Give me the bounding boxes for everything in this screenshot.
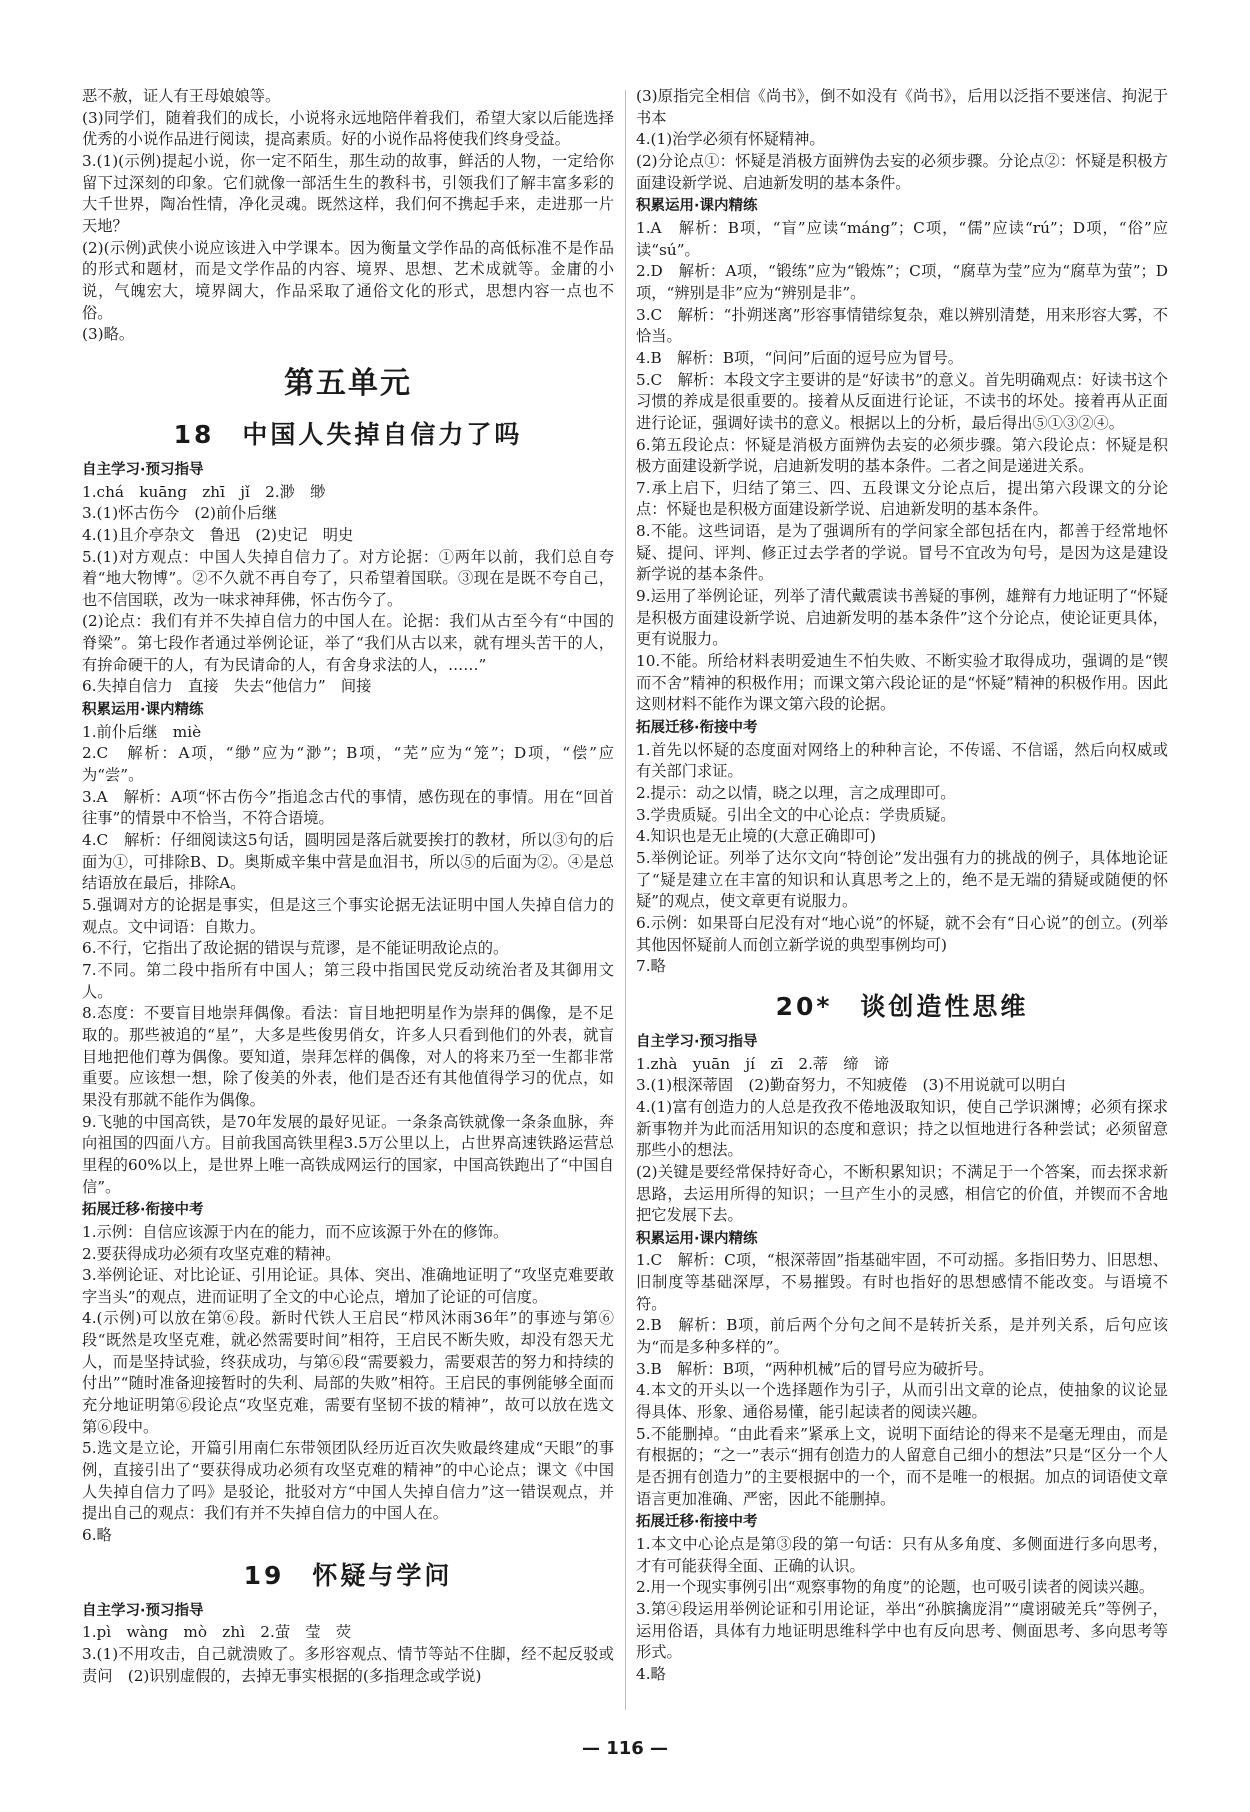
answer-paragraph: 4.略 — [636, 1664, 666, 1683]
unit-heading: 第五单元 — [284, 365, 412, 401]
answer-paragraph: 4.(1)治学必须有怀疑精神。 — [636, 130, 825, 149]
answer-paragraph: (2)关键是要经常保持好奇心，不断积累知识；不满足于一个答案，而去探求新思路，去运用所得的知识；一旦产生小的灵感，相信它的价值，并锲而不舍地把它发展下去。 — [636, 1162, 1168, 1225]
answer-paragraph: 1.示例：自信应该源于内在的能力，而不应该源于外在的修饰。 — [82, 1222, 509, 1241]
answer-paragraph: 6.失掉自信力 直接 失去“他信力” 间接 — [82, 677, 372, 696]
section-heading: 积累运用·课内精练 — [636, 198, 758, 215]
answer-paragraph: (3)同学们，随着我们的成长，小说将永远地陪伴着我们，希望大家以后能选择优秀的小说作品进行阅读，提高素质。好的小说作品将使我们终身受益。 — [82, 108, 614, 149]
answer-paragraph: 2.B 解析：B项，前后两个分句之间不是转折关系，是并列关系，后句应该为“而是多种多样的”。 — [636, 1316, 1168, 1357]
answer-paragraph: 3.(1)怀古伤今 (2)前仆后继 — [82, 504, 278, 523]
answer-paragraph: 2.D 解析：A项，“锻练”应为“锻炼”；C项，“腐草为莹”应为“腐草为萤”；D项，“辨别是非”应为“辨别是非”。 — [636, 262, 1168, 302]
answer-paragraph: 1.pì wàng mò zhì 2.萤 莹 荧 — [82, 1623, 352, 1642]
answer-paragraph: 5.(1)对方观点：中国人失掉自信力了。对方论据：①两年以前，我们总自夸着“地大物博”。②不久就不再自夸了，只希望着国联。③现在是既不夸自己，也不信国联，改为一味求神拜佛，怀古伤今了。 — [82, 547, 614, 609]
left-column — [82, 86, 614, 1687]
answer-paragraph: 5.举例论证。列举了达尔文向“特创论”发出强有力的挑战的例子，具体地论证了“疑是建立在丰富的知识和认真思考之上的，绝不是无端的猜疑或随便的怀疑”的观点，使文章更有说服力。 — [636, 848, 1168, 911]
answer-paragraph: 4.(示例)可以放在第⑥段。新时代铁人王启民“栉风沐雨36年”的事迹与第⑥段“既然是攻坚克难，就必然需要时间”相符，王启民不断失败，却没有怨天尤人，而是坚持试验，终获成功，与第⑥段“需要毅力，需要艰苦的努力和持续的付出”“随时准备迎接暂时的失利、局部的失败”相符。王启民的事例能够全面而充分地证明第⑥段论点“攻坚克难，需要有坚韧不拔的精神”，故可以放在选文第⑥段中。 — [82, 1309, 614, 1436]
answer-paragraph: 4.B 解析：B项，“问问”后面的逗号应为冒号。 — [636, 348, 964, 367]
lesson-title: 19 怀疑与学问 — [243, 1560, 453, 1590]
answer-paragraph: (3)略。 — [82, 325, 135, 344]
answer-paragraph: 8.态度：不要盲目地崇拜偶像。看法：盲目地把明星作为崇拜的偶像，是不足取的。那些被追的“星”，大多是些俊男俏女，许多人只看到他们的外表，就盲目地把他们尊为偶像。要知道，崇拜怎样的偶像，对人的将来乃至一生都非常重要。应该想一想，除了俊美的外表，他们是否还有其他值得学习的优点，如果没有那就不能作为偶像。 — [82, 1004, 614, 1109]
answer-paragraph: 6.第五段论点：怀疑是消极方面辨伪去妄的必须步骤。第六段论点：怀疑是积极方面建设新学说，启迪新发明的基本条件。二者之间是递进关系。 — [636, 435, 1168, 476]
answer-paragraph: 3.A 解析：A项“怀古伤今”指追念古代的事情，感伤现在的事情。用在“回首往事”的情景中不恰当，不符合语境。 — [82, 787, 614, 828]
answer-paragraph: 5.不能删掉。“由此看来”紧承上文，说明下面结论的得来不是毫无理由，而是有根据的；“之一”表示“拥有创造力的人留意自己细小的想法”只是“区分一个人是否拥有创造力”的主要根据中的一个，而不是唯一的根据。加点的词语使文章语言更加准确、严密，因此不能删掉。 — [636, 1424, 1168, 1508]
answer-paragraph: 2.要获得成功必须有攻坚克难的精神。 — [82, 1244, 341, 1263]
section-heading: 自主学习·预习指导 — [82, 461, 204, 478]
answer-paragraph: 3.B 解析：B项，“两种机械”后的冒号应为破折号。 — [636, 1359, 994, 1378]
answer-paragraph: 7.不同。第二段中指所有中国人；第三段中指国民党反动统治者及其御用文人。 — [82, 960, 614, 1001]
answer-paragraph: 1.zhà yuān jí zī 2.蒂 缔 谛 — [636, 1054, 890, 1073]
section-heading: 拓展迁移·衔接中考 — [82, 1202, 204, 1219]
lesson-title: 20* 谈创造性思维 — [775, 991, 1029, 1021]
answer-paragraph: 1.A 解析：B项，“盲”应读“máng”；C项，“儒”应读“rú”；D项，“俗”应读“sú”。 — [636, 218, 1168, 259]
section-heading: 自主学习·预习指导 — [82, 1602, 204, 1619]
answer-paragraph: 1.chá kuāng zhī jǐ 2.渺 缈 — [82, 482, 326, 501]
right-column — [636, 86, 1168, 1686]
answer-paragraph: (2)(示例)武侠小说应该进入中学课本。因为衡量文学作品的高低标准不是作品的形式和题材，而是文学作品的内容、境界、思想、艺术成就等。金庸的小说，气魄宏大，境界阔大，作品采取了通俗文化的形式，思想内容一点也不俗。 — [82, 238, 614, 322]
answer-paragraph: 7.略 — [636, 957, 666, 976]
answer-paragraph: (2)论点：我们有并不失掉自信力的中国人在。论据：我们从古至今有“中国的脊梁”。第七段作者通过举例论证，举了“我们从古以来，就有埋头苦干的人，有拚命硬干的人，有为民请命的人，有舍身求法的人，……” — [82, 612, 614, 674]
answer-paragraph: 3.(1)根深蒂固 (2)勤奋努力，不知疲倦 (3)不用说就可以明白 — [636, 1076, 1067, 1095]
answer-paragraph: 3.(1)不用攻击，自己就溃败了。多形容观点、情节等站不住脚，经不起反驳或责问 (2)识别虚假的，去掉无事实根据的(多指理念或学说) — [82, 1645, 614, 1685]
answer-paragraph: 3.C 解析：“扑朔迷离”形容事情错综复杂，难以辨别清楚，用来形容大雾，不恰当。 — [636, 305, 1168, 346]
answer-paragraph: 3.第④段运用举例论证和引用论证，举出“孙膑擒庞涓”“虞诩破羌兵”等例子，运用俗语，具体有力地证明思维科学中也有反向思考、侧面思考、多向思考等形式。 — [636, 1599, 1168, 1662]
answer-paragraph: (2)分论点①：怀疑是消极方面辨伪去妄的必须步骤。分论点②：怀疑是积极方面建设新学说、启迪新发明的基本条件。 — [636, 151, 1168, 192]
section-heading: 自主学习·预习指导 — [636, 1033, 758, 1050]
answer-paragraph: 恶不赦，证人有王母娘娘等。 — [82, 87, 281, 105]
answer-paragraph: 5.强调对方的论据是事实，但是这三个事实论据无法证明中国人失掉自信力的观点。文中词语：自欺力。 — [82, 896, 614, 936]
answer-paragraph: 4.C 解析：仔细阅读这5句话，圆明园是落后就要挨打的教材，所以③句的后面为①，可排除B、D。奥斯威辛集中营是血泪书，所以⑤的后面为②。④是总结语放在最后，排除A。 — [82, 831, 614, 893]
section-heading: 积累运用·课内精练 — [636, 1230, 758, 1247]
answer-paragraph: 1.前仆后继 miè — [82, 722, 202, 741]
answer-paragraph: (3)原指完全相信《尚书》，倒不如没有《尚书》，后用以泛指不要迷信、拘泥于书本 — [636, 87, 1168, 127]
answer-paragraph: 4.本文的开头以一个选择题作为引子，从而引出文章的论点，使抽象的议论显得具体、形象、通俗易懂，能引起读者的阅读兴趣。 — [636, 1381, 1168, 1422]
answer-paragraph: 5.C 解析：本段文字主要讲的是“好读书”的意义。首先明确观点：好读书这个习惯的养成是很重要的。接着从反面进行论证，不读书的坏处。接着再从正面进行论证，强调好读书的意义。根据以上的分析，最后得出⑤①③②④。 — [636, 370, 1168, 432]
answer-paragraph: 2.用一个现实事例引出“观察事物的角度”的论题，也可吸引读者的阅读兴趣。 — [636, 1578, 1155, 1597]
answer-paragraph: 8.不能。这些词语，是为了强调所有的学问家全部包括在内，都善于经常地怀疑、提问、评判、修正过去学者的学说。冒号不宜改为句号，是因为这是建设新学说的基本条件。 — [636, 522, 1168, 584]
answer-paragraph: 1.C 解析：C项，“根深蒂固”指基础牢固，不可动摇。多指旧势力、旧思想、旧制度等基础深厚，不易摧毁。有时也指好的思想感情不能改变。与语境不符。 — [636, 1251, 1168, 1313]
answer-paragraph: 5.选文是立论，开篇引用南仁东带领团队经历近百次失败最终建成“天眼”的事例，直接引出了“要获得成功必须有攻坚克难的精神”的中心论点；课文《中国人失掉自信力了吗》是驳论，批驳对方“中国人失掉自信力”这一错误观点，并提出自己的观点：我们有并不失掉自信力的中国人在。 — [82, 1439, 614, 1523]
section-heading: 拓展迁移·衔接中考 — [636, 1514, 758, 1531]
answer-paragraph: 7.承上启下，归结了第三、四、五段课文分论点后，提出第六段课文的分论点：怀疑也是积极方面建设新学说、启迪新发明的基本条件。 — [636, 478, 1168, 519]
answer-paragraph: 4.(1)富有创造力的人总是孜孜不倦地汲取知识，使自己学识渊博；必须有探求新事物并为此而活用知识的态度和意识；持之以恒地进行各种尝试；必须留意那些小的想法。 — [636, 1097, 1168, 1160]
answer-paragraph: 6.不行，它指出了敌论据的错误与荒谬，是不能证明敌论点的。 — [82, 939, 509, 958]
lesson-title: 18 中国人失掉自信力了吗 — [173, 419, 523, 449]
answer-paragraph: 9.运用了举例论证，列举了清代戴震读书善疑的事例，雄辩有力地证明了“怀疑是积极方面建设新学说、启迪新发明的基本条件”这个分论点，使论证更具体，更有说服力。 — [636, 587, 1168, 649]
answer-paragraph: 2.C 解析：A项，“缈”应为“渺”；B项，“芜”应为“笼”；D项，“偿”应为“尝”。 — [82, 744, 614, 785]
answer-paragraph: 9.飞驰的中国高铁，是70年发展的最好见证。一条条高铁就像一条条血脉，奔向祖国的四面八方。目前我国高铁里程3.5万公里以上，占世界高速铁路运营总里程的60%以上，是世界上唯一高铁成网运行的国家，中国高铁跑出了“中国自信”。 — [82, 1112, 614, 1196]
answer-paragraph: 1.首先以怀疑的态度面对网络上的种种言论，不传谣、不信谣，然后向权威或有关部门求证。 — [636, 740, 1168, 781]
column-divider — [625, 90, 626, 1710]
answer-paragraph: 6.略 — [82, 1526, 112, 1545]
answer-paragraph: 3.举例论证、对比论证、引用论证。具体、突出、准确地证明了“攻坚克难要敢字当头”的观点，进而证明了全文的中心论点，增加了论证的可信度。 — [82, 1266, 614, 1306]
answer-paragraph: 1.本文中心论点是第③段的第一句话：只有从多角度、多侧面进行多向思考，才有可能获得全面、正确的认识。 — [636, 1535, 1168, 1575]
section-heading: 积累运用·课内精练 — [82, 702, 204, 719]
answer-paragraph: 4.知识也是无止境的(大意正确即可) — [636, 827, 876, 846]
answer-paragraph: 10.不能。所给材料表明爱迪生不怕失败、不断实验才取得成功，强调的是“锲而不舍”精神的积极作用；而课文第六段论证的是“怀疑”精神的积极作用。因此这则材料不能作为课文第六段的论据。 — [636, 652, 1168, 714]
answer-paragraph: 6.示例：如果哥白尼没有对“地心说”的怀疑，就不会有“日心说”的创立。(列举其他因怀疑前人而创立新学说的典型事例均可) — [636, 913, 1168, 954]
page-number: — 116 — — [581, 1738, 669, 1759]
answer-paragraph: 4.(1)且介亭杂文 鲁迅 (2)史记 明史 — [82, 525, 354, 544]
answer-paragraph: 3.学贵质疑。引出全文的中心论点：学贵质疑。 — [636, 805, 956, 824]
answer-paragraph: 3.(1)(示例)提起小说，你一定不陌生，那生动的故事，鲜活的人物，一定给你留下过深刻的印象。它们就像一部活生生的教科书，引领我们了解丰富多彩的大千世界，陶冶性情，净化灵魂。既然这样，我们何不携起手来，走进那一片天地？ — [82, 151, 614, 235]
answer-paragraph: 2.提示：动之以情，晓之以理，言之成理即可。 — [636, 784, 956, 802]
section-heading: 拓展迁移·衔接中考 — [636, 720, 758, 737]
